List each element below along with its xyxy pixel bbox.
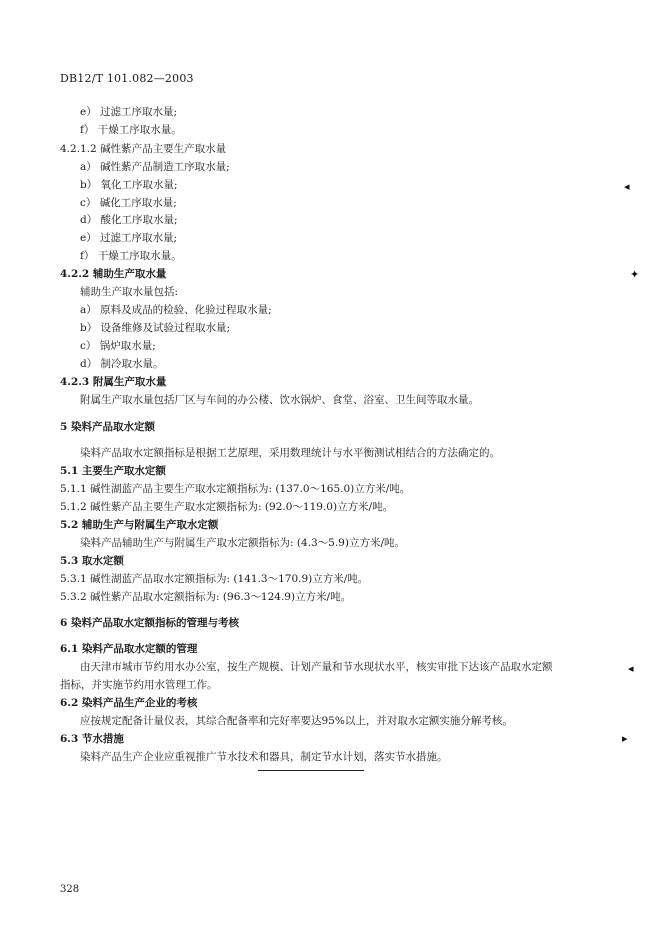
section-heading: 5.1 主要生产取水定额 (60, 465, 166, 477)
clause: 5.3.1 碱性湖蓝产品取水定额指标为: (141.3～170.9)立方米/吨。 (60, 573, 369, 585)
scan-speck: ▸ (622, 732, 628, 745)
section-heading: 4.2.1.2 碱性紫产品主要生产取水量 (60, 143, 227, 155)
section-heading: 6.1 染料产品取水定额的管理 (60, 643, 198, 655)
list-item: e） 过滤工序取水量; (80, 232, 178, 244)
list-item: f） 干燥工序取水量。 (80, 250, 182, 262)
list-item: e） 过滤工序取水量; (80, 106, 178, 118)
clause: 5.1.1 碱性湖蓝产品主要生产取水定额指标为: (137.0～165.0)立方米/吨。 (60, 483, 411, 495)
paragraph: 由天津市城市节约用水办公室，按生产规模、计划产量和节水现状水平，核实审批下达该产品取水定额 (80, 661, 553, 673)
section-heading: 5.2 辅助生产与附属生产取水定额 (60, 519, 219, 531)
section-heading: 6.2 染料产品生产企业的考核 (60, 697, 198, 709)
clause: 5.3.2 碱性紫产品取水定额指标为: (96.3～124.9)立方米/吨。 (60, 591, 352, 603)
chapter-heading: 6 染料产品取水定额指标的管理与考核 (60, 617, 239, 629)
list-item: d） 酸化工序取水量; (80, 214, 178, 226)
section-heading: 4.2.3 附属生产取水量 (60, 376, 167, 388)
paragraph: 应按规定配备计量仪表，其综合配备率和完好率要达95%以上，并对取水定额实施分解考核。 (80, 715, 513, 727)
scan-speck: ◂ (628, 662, 634, 675)
list-item: c） 锅炉取水量; (80, 340, 156, 352)
paragraph: 染料产品取水定额指标是根据工艺原理，采用数理统计与水平衡测试相结合的方法确定的。 (80, 447, 500, 459)
list-item: f） 干燥工序取水量。 (80, 124, 182, 136)
document-header: DB12/T 101.082—2003 (60, 72, 194, 85)
list-item: a） 碱性紫产品制造工序取水量; (80, 161, 230, 173)
page-number: 328 (60, 884, 80, 895)
list-item: a） 原料及成品的检验、化验过程取水量; (80, 304, 272, 316)
paragraph: 指标，并实施节约用水管理工作。 (60, 679, 218, 691)
paragraph: 附属生产取水量包括厂区与车间的办公楼、饮水锅炉、食堂、浴室、卫生间等取水量。 (80, 394, 479, 406)
scan-speck: ✦ (630, 268, 640, 281)
paragraph: 染料产品辅助生产与附属生产取水定额指标为: (4.3～5.9)立方米/吨。 (80, 537, 406, 549)
list-item: c） 碱化工序取水量; (80, 197, 177, 209)
chapter-heading: 5 染料产品取水定额 (60, 421, 155, 433)
list-item: b） 氧化工序取水量; (80, 179, 178, 191)
end-rule (258, 770, 364, 771)
paragraph: 辅助生产取水量包括: (80, 286, 179, 298)
paragraph: 染料产品生产企业应重视推广节水技术和器具，制定节水计划，落实节水措施。 (80, 751, 448, 763)
list-item: d） 制冷取水量。 (80, 358, 164, 370)
clause: 5.1.2 碱性紫产品主要生产取水定额指标为: (92.0～119.0)立方米/吨。 (60, 501, 394, 513)
section-heading: 6.3 节水措施 (60, 733, 124, 745)
scan-speck: ◂ (624, 180, 630, 193)
list-item: b） 设备维修及试验过程取水量; (80, 322, 231, 334)
section-heading: 5.3 取水定额 (60, 555, 124, 567)
section-heading: 4.2.2 辅助生产取水量 (60, 268, 167, 280)
